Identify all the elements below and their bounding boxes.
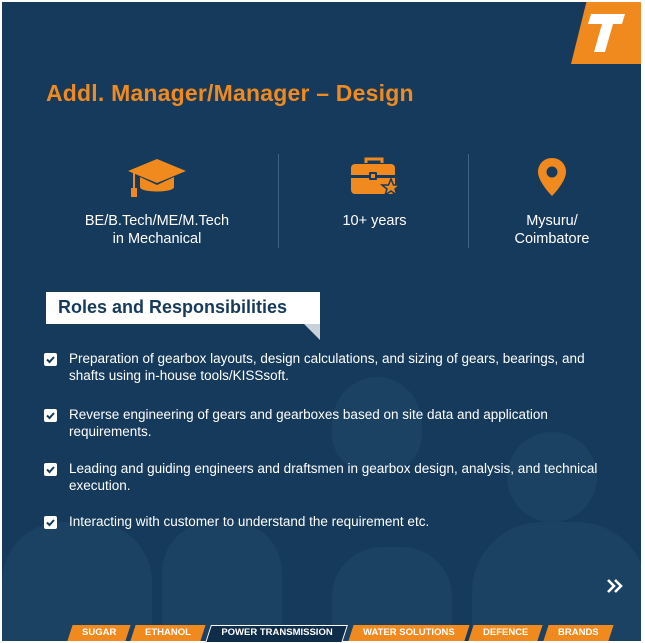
responsibility-text: Preparation of gearbox layouts, design calculations, and sizing of gears, bearings, and shafts using in-house tools/KISSsoft.: [69, 351, 585, 383]
checkbox-checked-icon: [44, 353, 57, 366]
job-post-card: [2, 2, 641, 641]
section-header-fold: [304, 324, 320, 340]
section-title: Roles and Responsibilities: [58, 297, 288, 317]
graduation-cap-icon: [126, 154, 188, 200]
briefcase-star-icon: [349, 154, 401, 200]
checkbox-checked-icon: [44, 409, 57, 422]
background-silhouette: [162, 522, 282, 641]
qualification-text-line1: BE/B.Tech/ME/M.Tech: [84, 213, 230, 229]
double-chevron-right-icon[interactable]: [606, 579, 624, 598]
footer-tags: [70, 625, 610, 643]
location-info: [472, 154, 632, 250]
section-header: [46, 292, 320, 324]
responsibility-text: Interacting with customer to understand the requirement etc.: [69, 514, 430, 529]
footer-tag-power-transmission[interactable]: POWER TRANSMISSION: [205, 625, 348, 643]
footer-tag-water-solutions[interactable]: WATER SOLUTIONS: [348, 625, 469, 641]
location-pin-icon: [537, 154, 567, 200]
checkbox-checked-icon: [44, 516, 57, 529]
info-divider: [278, 154, 279, 248]
responsibility-text: Leading and guiding engineers and draftsmen in gearbox design, analysis, and technical execution.: [69, 461, 598, 493]
list-item: [44, 350, 614, 384]
experience-text: 10+ years: [342, 213, 407, 229]
list-item: [44, 406, 614, 440]
info-divider: [468, 154, 469, 248]
experience-info: [282, 154, 467, 250]
qualification-info: [42, 154, 272, 250]
qualification-text-line2: in Mechanical: [112, 231, 202, 247]
footer-tag-defence[interactable]: DEFENCE: [469, 625, 544, 641]
footer-tag-ethanol[interactable]: ETHANOL: [131, 625, 206, 641]
list-item: [44, 460, 614, 494]
footer-tag-brands[interactable]: BRANDS: [543, 625, 613, 641]
responsibility-text: Reverse engineering of gears and gearboxes based on site data and application requirements.: [69, 407, 548, 439]
location-text-line2: Coimbatore: [514, 231, 590, 247]
t-logo-icon: [571, 2, 641, 64]
checkbox-checked-icon: [44, 463, 57, 476]
background-silhouette: [2, 522, 152, 641]
location-text-line1: Mysuru/: [526, 213, 578, 229]
footer-tag-sugar[interactable]: SUGAR: [67, 625, 131, 641]
job-title: Addl. Manager/Manager – Design: [46, 80, 414, 106]
list-item: [44, 513, 614, 530]
